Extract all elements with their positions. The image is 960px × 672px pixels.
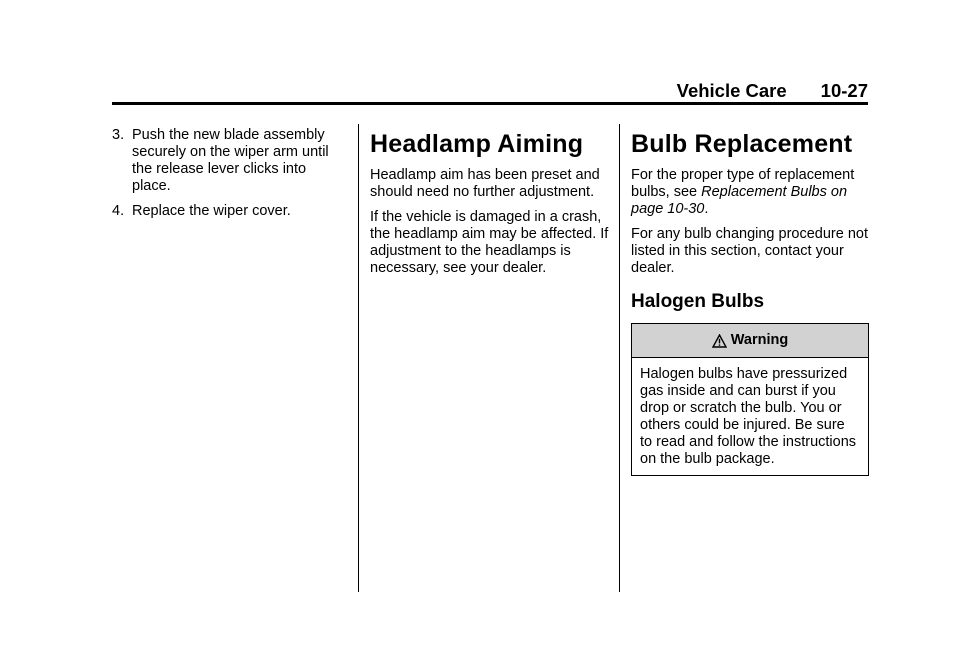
paragraph-text: . bbox=[704, 201, 709, 217]
subsection-title-halogen-bulbs: Halogen Bulbs bbox=[631, 291, 765, 312]
list-item bbox=[112, 127, 344, 195]
list-text: Replace the wiper cover. bbox=[132, 203, 291, 219]
column-2 bbox=[370, 127, 610, 285]
header-rule bbox=[112, 102, 868, 105]
cross-reference-link[interactable]: Replacement Bulbs on page 10-30 bbox=[631, 184, 848, 217]
section-name: Vehicle Care bbox=[676, 80, 787, 101]
section-title-headlamp-aiming: Headlamp Aiming bbox=[370, 130, 584, 158]
paragraph: For any bulb changing procedure not listed in this section, contact your dealer. bbox=[631, 226, 868, 276]
column-1 bbox=[112, 127, 344, 228]
warning-header bbox=[632, 324, 868, 358]
warning-label: Warning bbox=[730, 332, 789, 348]
list-number: 3. bbox=[112, 127, 125, 143]
running-head bbox=[677, 80, 868, 102]
column-3 bbox=[631, 127, 869, 476]
warning-text: Halogen bulbs have pressurized gas inside and can burst if you drop or scratch the bulb. You or others could be injured. Be sure to read and follow the instructions on the bulb package. bbox=[640, 366, 857, 467]
list-text: Push the new blade assembly securely on the wiper arm until the release lever clicks into place. bbox=[132, 127, 329, 194]
paragraph: Headlamp aim has been preset and should need no further adjustment. bbox=[370, 167, 600, 200]
column-divider-1 bbox=[358, 124, 359, 592]
section-title-bulb-replacement: Bulb Replacement bbox=[631, 130, 853, 158]
column-divider-2 bbox=[619, 124, 620, 592]
page-header bbox=[112, 80, 868, 104]
page-number: 10-27 bbox=[820, 80, 868, 101]
warning-triangle-icon bbox=[712, 334, 727, 348]
list-number: 4. bbox=[112, 203, 125, 219]
paragraph: If the vehicle is damaged in a crash, the headlamp aim may be affected. If adjustment to the headlamps is necessary, see your dealer. bbox=[370, 209, 609, 276]
list-item bbox=[112, 203, 344, 220]
paragraph-text: For the proper type of replacement bulbs, see bbox=[631, 167, 855, 200]
paragraph bbox=[631, 167, 869, 218]
warning-box bbox=[631, 323, 869, 476]
